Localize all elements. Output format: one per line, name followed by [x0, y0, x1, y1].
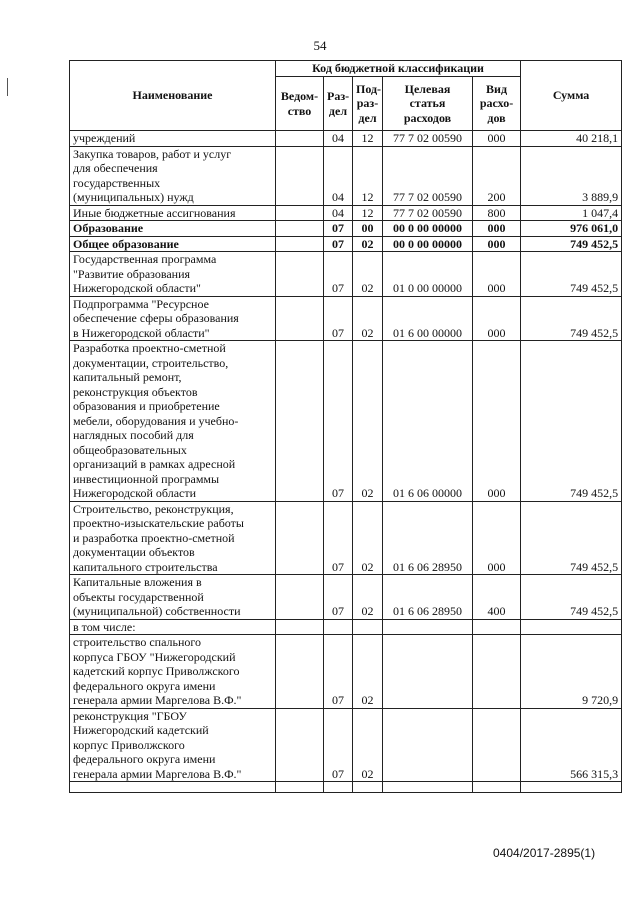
cell-sum: 749 452,5 — [521, 252, 622, 297]
header-type: Вид расхо- дов — [473, 77, 521, 131]
cell-name: в том числе: — [70, 619, 276, 635]
cell-razdel — [324, 619, 353, 635]
table-row — [70, 635, 622, 709]
cell-name: учреждений — [70, 131, 276, 147]
cell-sum: 40 218,1 — [521, 131, 622, 147]
cell-razdel: 04 — [324, 205, 353, 221]
table-row — [70, 708, 622, 782]
cell-target: 00 0 00 00000 — [383, 221, 473, 237]
table-row — [70, 252, 622, 297]
cell-target: 00 0 00 00000 — [383, 236, 473, 252]
cell-dept — [276, 708, 324, 782]
cell-target — [383, 708, 473, 782]
header-classification: Код бюджетной классификации — [276, 61, 521, 77]
cell-type: 000 — [473, 341, 521, 502]
cell-sum: 749 452,5 — [521, 341, 622, 502]
table-row — [70, 575, 622, 620]
table-row — [70, 236, 622, 252]
cell-name: Общее образование — [70, 236, 276, 252]
cell-podrazdel — [353, 619, 383, 635]
cell-sum: 566 315,3 — [521, 708, 622, 782]
cell-target: 01 6 06 28950 — [383, 575, 473, 620]
cell-type: 400 — [473, 575, 521, 620]
cell-target: 01 6 06 28950 — [383, 501, 473, 575]
cell-razdel: 07 — [324, 221, 353, 237]
cell-dept — [276, 236, 324, 252]
cell-podrazdel: 02 — [353, 708, 383, 782]
header-name: Наименование — [70, 61, 276, 131]
cell-dept — [276, 296, 324, 341]
table-row — [70, 221, 622, 237]
document-code: 0404/2017-2895(1) — [493, 846, 596, 860]
cell-target — [383, 635, 473, 709]
cell-name: Подпрограмма "Ресурсное обеспечение сферы образования в Нижегородской области" — [70, 296, 276, 341]
cell-type: 000 — [473, 296, 521, 341]
cell-name: реконструкция "ГБОУ Нижегородский кадетский корпус Приволжского федерального округа имени генерала армии Маргелова В.Ф." — [70, 708, 276, 782]
cell-name: Строительство, реконструкция, проектно-изыскательские работы и разработка проектно-сметной документации объектов капитального строительства — [70, 501, 276, 575]
header-podrazdel: Под- раз- дел — [353, 77, 383, 131]
cell-podrazdel: 02 — [353, 236, 383, 252]
margin-mark — [7, 78, 8, 96]
cell-razdel: 04 — [324, 131, 353, 147]
cell-type: 000 — [473, 131, 521, 147]
cell-type: 000 — [473, 236, 521, 252]
cell-sum: 9 720,9 — [521, 635, 622, 709]
cell-dept — [276, 575, 324, 620]
table-row — [70, 205, 622, 221]
cell-podrazdel: 02 — [353, 635, 383, 709]
header-sum: Сумма — [521, 61, 622, 131]
table-row — [70, 296, 622, 341]
cell-podrazdel: 00 — [353, 221, 383, 237]
cell-sum — [521, 619, 622, 635]
budget-table — [69, 60, 622, 793]
empty-cell — [521, 782, 622, 793]
header-target: Целевая статья расходов — [383, 77, 473, 131]
page-number: 54 — [313, 38, 327, 53]
cell-razdel: 07 — [324, 252, 353, 297]
cell-dept — [276, 252, 324, 297]
cell-dept — [276, 501, 324, 575]
table-body — [70, 131, 622, 793]
cell-type — [473, 619, 521, 635]
empty-cell — [70, 782, 276, 793]
cell-dept — [276, 205, 324, 221]
cell-type — [473, 708, 521, 782]
empty-cell — [473, 782, 521, 793]
table-row — [70, 501, 622, 575]
cell-name: Государственная программа "Развитие образования Нижегородской области" — [70, 252, 276, 297]
cell-razdel: 04 — [324, 146, 353, 205]
empty-cell — [276, 782, 324, 793]
cell-target — [383, 619, 473, 635]
cell-type: 800 — [473, 205, 521, 221]
cell-sum: 749 452,5 — [521, 236, 622, 252]
cell-target: 01 6 00 00000 — [383, 296, 473, 341]
cell-razdel: 07 — [324, 236, 353, 252]
cell-razdel: 07 — [324, 575, 353, 620]
cell-sum: 749 452,5 — [521, 575, 622, 620]
cell-razdel: 07 — [324, 341, 353, 502]
cell-name: Иные бюджетные ассигнования — [70, 205, 276, 221]
cell-podrazdel: 12 — [353, 131, 383, 147]
table-row — [70, 146, 622, 205]
header-razdel: Раз- дел — [324, 77, 353, 131]
cell-target: 77 7 02 00590 — [383, 131, 473, 147]
cell-target: 77 7 02 00590 — [383, 146, 473, 205]
cell-dept — [276, 635, 324, 709]
cell-type: 000 — [473, 221, 521, 237]
cell-podrazdel: 02 — [353, 341, 383, 502]
empty-cell — [353, 782, 383, 793]
cell-name: Закупка товаров, работ и услуг для обеспечения государственных (муниципальных) нужд — [70, 146, 276, 205]
cell-dept — [276, 146, 324, 205]
cell-name: Образование — [70, 221, 276, 237]
cell-dept — [276, 619, 324, 635]
cell-dept — [276, 131, 324, 147]
cell-type: 000 — [473, 501, 521, 575]
empty-cell — [324, 782, 353, 793]
cell-podrazdel: 12 — [353, 146, 383, 205]
cell-podrazdel: 02 — [353, 501, 383, 575]
cell-sum: 3 889,9 — [521, 146, 622, 205]
empty-cell — [383, 782, 473, 793]
cell-sum: 976 061,0 — [521, 221, 622, 237]
table-row-empty — [70, 782, 622, 793]
cell-razdel: 07 — [324, 501, 353, 575]
cell-dept — [276, 221, 324, 237]
cell-type: 200 — [473, 146, 521, 205]
cell-podrazdel: 02 — [353, 252, 383, 297]
cell-razdel: 07 — [324, 296, 353, 341]
table-row — [70, 131, 622, 147]
cell-podrazdel: 12 — [353, 205, 383, 221]
cell-target: 77 7 02 00590 — [383, 205, 473, 221]
cell-podrazdel: 02 — [353, 296, 383, 341]
cell-dept — [276, 341, 324, 502]
cell-target: 01 0 00 00000 — [383, 252, 473, 297]
cell-razdel: 07 — [324, 708, 353, 782]
cell-podrazdel: 02 — [353, 575, 383, 620]
cell-sum: 1 047,4 — [521, 205, 622, 221]
cell-target: 01 6 06 00000 — [383, 341, 473, 502]
cell-name: Разработка проектно-сметной документации, строительство, капитальный ремонт, реконструкция объектов образования и приобретение мебели, оборудования и учебно- наглядных пособий для общеобразовательных организаций в рамках адресной инвестиционной программы Нижегородской области — [70, 341, 276, 502]
cell-sum: 749 452,5 — [521, 296, 622, 341]
cell-name: Капитальные вложения в объекты государственной (муниципальной) собственности — [70, 575, 276, 620]
cell-razdel: 07 — [324, 635, 353, 709]
cell-name: строительство спального корпуса ГБОУ "Нижегородский кадетский корпус Приволжского федерального округа имени генерала армии Маргелова В.Ф." — [70, 635, 276, 709]
table-row — [70, 619, 622, 635]
cell-sum: 749 452,5 — [521, 501, 622, 575]
cell-type: 000 — [473, 252, 521, 297]
cell-type — [473, 635, 521, 709]
table-row — [70, 341, 622, 502]
header-dept: Ведом- ство — [276, 77, 324, 131]
